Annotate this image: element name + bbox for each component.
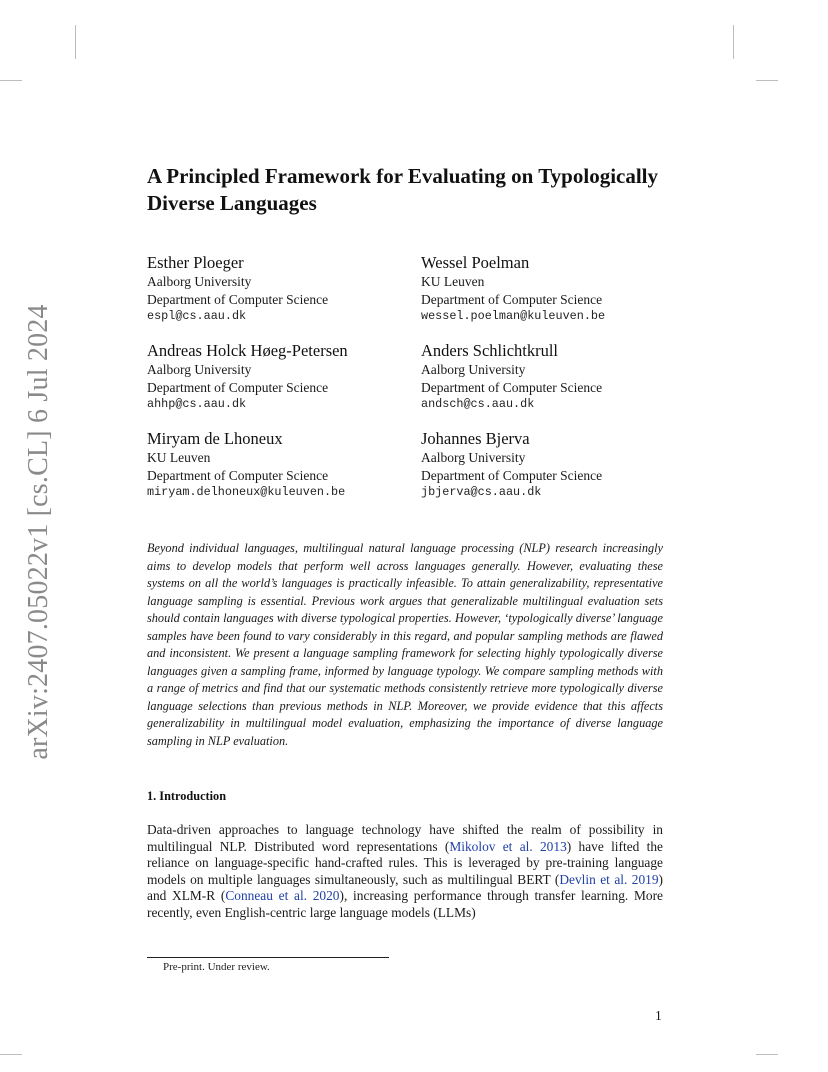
author-block xyxy=(421,340,602,414)
author-department: Department of Computer Science xyxy=(421,291,603,307)
section-heading: 1. Introduction xyxy=(147,789,227,803)
author-name: Andreas Holck Høeg-Petersen xyxy=(147,341,348,360)
intro-text: ), increasing performance through transfer learning. More recently, even English-centric large language models (LLMs) xyxy=(147,888,663,920)
author-affiliation: KU Leuven xyxy=(147,450,211,465)
author-affiliation: Aalborg University xyxy=(421,362,526,377)
author-department: Department of Computer Science xyxy=(147,467,329,483)
author-department: Department of Computer Science xyxy=(421,379,603,395)
crop-mark xyxy=(756,80,778,81)
citation-link[interactable]: Conneau et al. 2020 xyxy=(225,888,340,904)
abstract: Beyond individual languages, multilingual natural language processing (NLP) research increasingly aims to develop models that perform well across languages generally. However, evaluating these systems on all the world’s languages is practically infeasible. To attain generalizability, representative language sampling is essential. Previous work argues that generalizable multilingual evaluation sets should contain languages with diverse typological properties. However, ‘typologically diverse’ language samples have been found to vary considerably in this regard, and popular sampling methods are flawed and inconsistent. We present a language sampling framework for selecting highly typologically diverse languages given a sampling frame, informed by language typology. We compare sampling methods with a range of metrics and find that our systematic methods consistently retrieve more typologically diverse language selections than previous methods in NLP. Moreover, we provide evidence that this affects generalizability in multilingual model evaluation, emphasizing the importance of diverse language sampling in NLP evaluation. xyxy=(147,541,663,748)
crop-mark xyxy=(756,1054,778,1055)
author-department: Department of Computer Science xyxy=(147,379,329,395)
intro-paragraph xyxy=(147,822,663,922)
author-department: Department of Computer Science xyxy=(147,291,329,307)
page-number: 1 xyxy=(655,1008,662,1023)
footnote-rule xyxy=(147,957,389,958)
author-department: Department of Computer Science xyxy=(421,467,603,483)
author-email[interactable]: espl@cs.aau.dk xyxy=(147,309,247,323)
author-email[interactable]: andsch@cs.aau.dk xyxy=(421,397,535,411)
author-block xyxy=(421,428,602,502)
author-name: Anders Schlichtkrull xyxy=(421,341,559,360)
paper-title: A Principled Framework for Evaluating on Typologically Diverse Languages xyxy=(147,164,659,215)
author-block xyxy=(147,428,345,502)
arxiv-stamp[interactable]: arXiv:2407.05022v1 [cs.CL] 6 Jul 2024 xyxy=(23,304,54,760)
author-affiliation: Aalborg University xyxy=(147,274,252,289)
author-email[interactable]: wessel.poelman@kuleuven.be xyxy=(421,309,606,323)
author-email[interactable]: miryam.delhoneux@kuleuven.be xyxy=(147,485,346,499)
author-affiliation: Aalborg University xyxy=(147,362,252,377)
footnote: Pre-print. Under review. xyxy=(163,961,270,973)
citation-link[interactable]: Mikolov et al. 2013 xyxy=(449,838,567,854)
intro-text: ) and XLM-R ( xyxy=(147,871,663,904)
citation-link[interactable]: Devlin et al. 2019 xyxy=(559,871,659,887)
intro-text: ) have lifted the reliance on language-specific hand-crafted rules. This is leveraged by pre-training language models on multiple languages simultaneously, such as multilingual BERT ( xyxy=(147,838,663,887)
author-block xyxy=(147,252,328,326)
author-name: Johannes Bjerva xyxy=(421,429,530,448)
intro-text: Data-driven approaches to language technology have shifted the realm of possibility in multilingual NLP. Distributed word representations ( xyxy=(147,822,663,854)
author-name: Miryam de Lhoneux xyxy=(147,429,283,448)
author-name: Esther Ploeger xyxy=(147,253,244,272)
author-block xyxy=(147,340,348,414)
author-block xyxy=(421,252,605,326)
crop-mark xyxy=(0,1054,22,1055)
crop-mark xyxy=(733,25,734,59)
crop-mark xyxy=(75,25,76,59)
crop-mark xyxy=(0,80,22,81)
author-affiliation: Aalborg University xyxy=(421,450,526,465)
author-email[interactable]: ahhp@cs.aau.dk xyxy=(147,397,247,411)
author-affiliation: KU Leuven xyxy=(421,274,485,289)
author-name: Wessel Poelman xyxy=(421,253,530,272)
author-email[interactable]: jbjerva@cs.aau.dk xyxy=(421,485,542,499)
